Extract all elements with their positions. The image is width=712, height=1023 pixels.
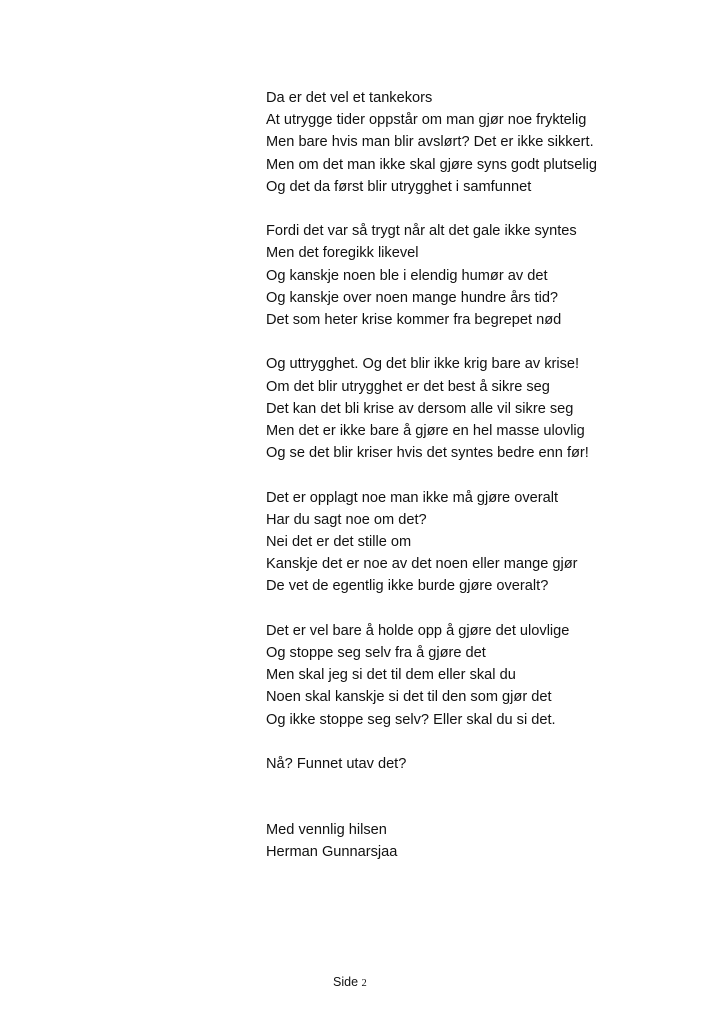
poem-line: Og ikke stoppe seg selv? Eller skal du si det. — [266, 711, 556, 728]
poem-line: Da er det vel et tankekors — [266, 90, 433, 106]
poem-line: Har du sagt noe om det? — [266, 511, 427, 528]
poem-line: Kanskje det er noe av det noen eller mange gjør — [266, 556, 578, 573]
poem-line: Og kanskje over noen mange hundre års tid? — [266, 289, 559, 306]
stanza-4 — [266, 487, 616, 598]
poem-line: Nå? Funnet utav det? — [266, 756, 407, 773]
poem-line: Men det foregikk likevel — [266, 245, 419, 262]
poem-line: Det er opplagt noe man ikke må gjøre overalt — [266, 489, 559, 506]
poem-line: Om det blir utrygghet er det best å sikre seg — [266, 378, 550, 395]
author-name: Herman Gunnarsjaa — [266, 844, 398, 861]
poem-line: Og det da først blir utrygghet i samfunnet — [266, 178, 532, 195]
page-number: 2 — [361, 978, 367, 989]
poem-line: Men bare hvis man blir avslørt? Det er ikke sikkert. — [266, 134, 594, 151]
poem-line: Og stoppe seg selv fra å gjøre det — [266, 645, 486, 662]
poem-line: Og se det blir kriser hvis det syntes bedre enn før! — [266, 445, 589, 462]
poem-line: Og kanskje noen ble i elendig humør av det — [266, 267, 548, 284]
poem-line: Det kan det bli krise av dersom alle vil sikre seg — [266, 400, 574, 417]
letter-closing — [266, 819, 616, 863]
stanza-2 — [266, 220, 616, 331]
poem-line: Noen skal kanskje si det til den som gjør det — [266, 689, 552, 706]
stanza-1 — [266, 87, 616, 198]
poem-line: Fordi det var så trygt når alt det gale ikke syntes — [266, 223, 577, 240]
poem-line: Men det er ikke bare å gjøre en hel masse ulovlig — [266, 423, 585, 440]
page-footer — [333, 975, 367, 989]
poem-line: Men om det man ikke skal gjøre syns godt plutselig — [266, 156, 597, 173]
stanza-6 — [266, 753, 616, 775]
stanza-5 — [266, 620, 616, 731]
poem-line: Det som heter krise kommer fra begrepet nød — [266, 312, 562, 329]
poem-line: Nei det er det stille om — [266, 534, 412, 551]
poem-body — [266, 87, 616, 864]
page-label: Side — [333, 975, 359, 989]
poem-line: At utrygge tider oppstår om man gjør noe fryktelig — [266, 112, 587, 129]
poem-line: De vet de egentlig ikke burde gjøre overalt? — [266, 578, 549, 595]
closing-greeting: Med vennlig hilsen — [266, 822, 387, 839]
poem-line: Men skal jeg si det til dem eller skal du — [266, 667, 516, 684]
poem-line: Og uttrygghet. Og det blir ikke krig bare av krise! — [266, 356, 580, 373]
stanza-3 — [266, 353, 616, 464]
poem-line: Det er vel bare å holde opp å gjøre det ulovlige — [266, 622, 570, 639]
